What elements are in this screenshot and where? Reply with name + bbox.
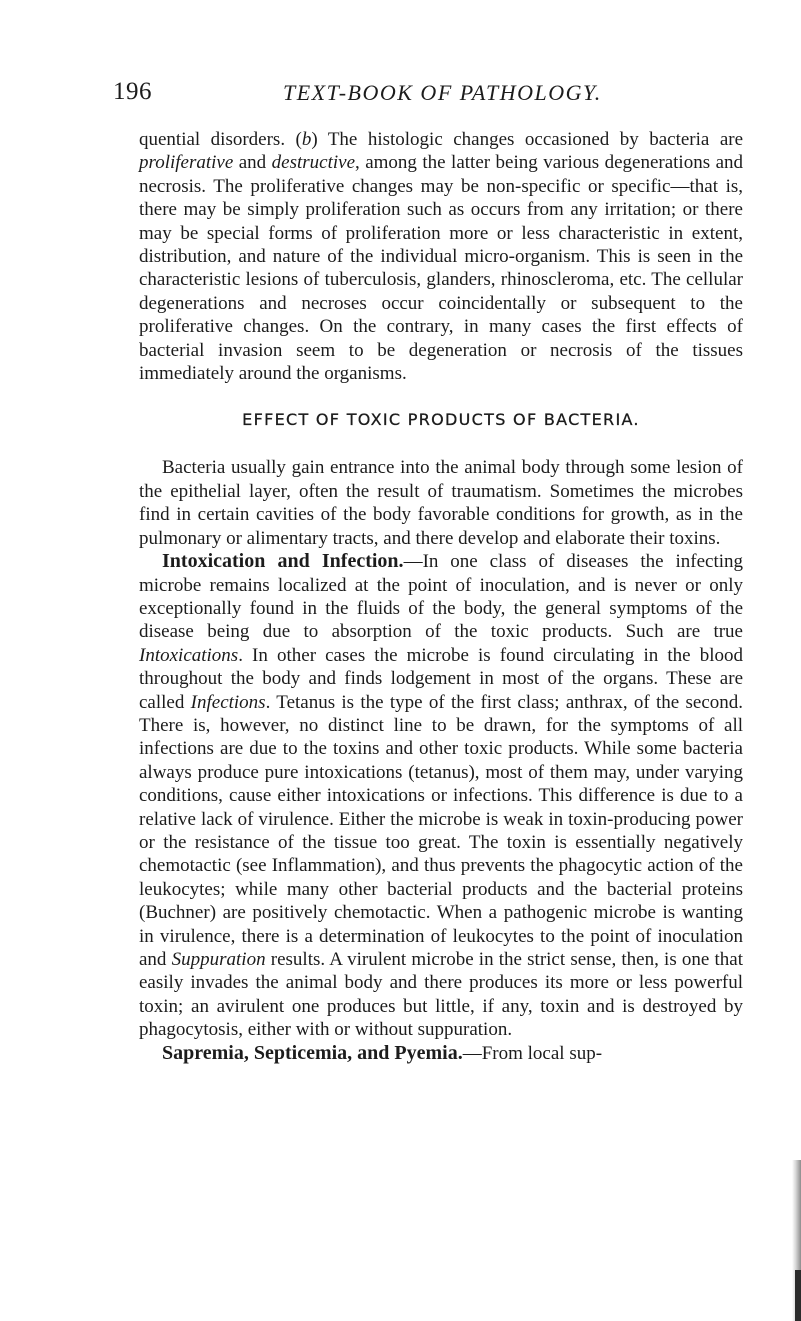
paragraph-entrance: Bacteria usually gain entrance into the animal body through some lesion of the epithelial layer, often the result of traumatism. Sometimes the microbes find in certain cavities of the body favorable conditions for growth, as in the pulmonary or alimentary tracts, and there develop and elaborate their toxins.: [139, 457, 743, 549]
page-edge-mark: [795, 1270, 801, 1321]
body-text: [139, 128, 743, 1065]
paragraph-sapremia: Sapremia, Septicemia, and Pyemia.—From local sup-: [162, 1041, 603, 1064]
term-infections: Infections: [190, 691, 266, 713]
term-destructive: destructive: [271, 152, 355, 174]
paragraph-histologic-changes: quential disorders. (b) The histologic changes occasioned by bacteria are proliferative and destructive, among the latter being various degenerations and necrosis. The proliferative changes may be non-specific or specific—that is, there may be simply proliferation such as occurs from any irritation; or there may be special forms of proliferation more or less characteristic in extent, distribution, and nature of the individual micro-organism. This is seen in the characteristic lesions of tuberculosis, glanders, rhinoscleroma, etc. The cellular degenerations and necroses occur coincidentally or subsequent to the proliferative changes. On the contrary, in many cases the first effects of bacterial invasion seem to be degeneration or necrosis of the tissues immediately around the organisms.: [139, 129, 744, 385]
paragraph-intoxication-infection: Intoxication and Infection.—In one class of diseases the infecting microbe remains localized at the point of inoculation, and is never or only exceptionally found in the fluids of the body, the general symptoms of the disease being due to absorption of the toxic products. Such are true Intoxications. In other cases the microbe is found circulating in the blood throughout the body and finds lodgement in most of the organs. These are called Infections. Tetanus is the type of the first class; anthrax, of the second. There is, however, no distinct line to be drawn, for the symptoms of all infections are due to the toxins and other toxic products. While some bacteria always produce pure intoxications (tetanus), most of them may, under varying conditions, cause either intoxications or infections. This difference is due to a relative lack of virulence. Either the microbe is weak in toxin-producing power or the resistance of the tissue too great. The toxin is essentially negatively chemotactic (see Inflammation), and thus prevents the phagocytic action of the leukocytes; while many other bacterial products and the bacterial proteins (Buchner) are positively chemotactic. When a pathogenic microbe is wanting in virulence, there is a determination of leukocytes to the point of inoculation and Suppuration results. A virulent microbe in the strict sense, then, is one that easily invades the animal body and there produces its more or less powerful toxin; an avirulent one produces but little, if any, toxin and is destroyed by phagocytosis, either with or without suppuration.: [139, 550, 744, 1041]
run-in-heading-intoxication: Intoxication and Infection.: [162, 550, 404, 573]
term-suppuration: Suppuration: [171, 949, 266, 970]
run-in-heading-sapremia: Sapremia, Septicemia, and Pyemia.: [162, 1041, 463, 1064]
term-intoxications: Intoxications: [139, 644, 239, 666]
page-number: 196: [113, 78, 152, 105]
term-proliferative: proliferative: [139, 152, 234, 174]
section-heading: EFFECT OF TOXIC PRODUCTS OF BACTERIA.: [242, 410, 640, 430]
running-title: TEXT-BOOK OF PATHOLOGY.: [283, 80, 602, 105]
running-head: [113, 78, 753, 110]
